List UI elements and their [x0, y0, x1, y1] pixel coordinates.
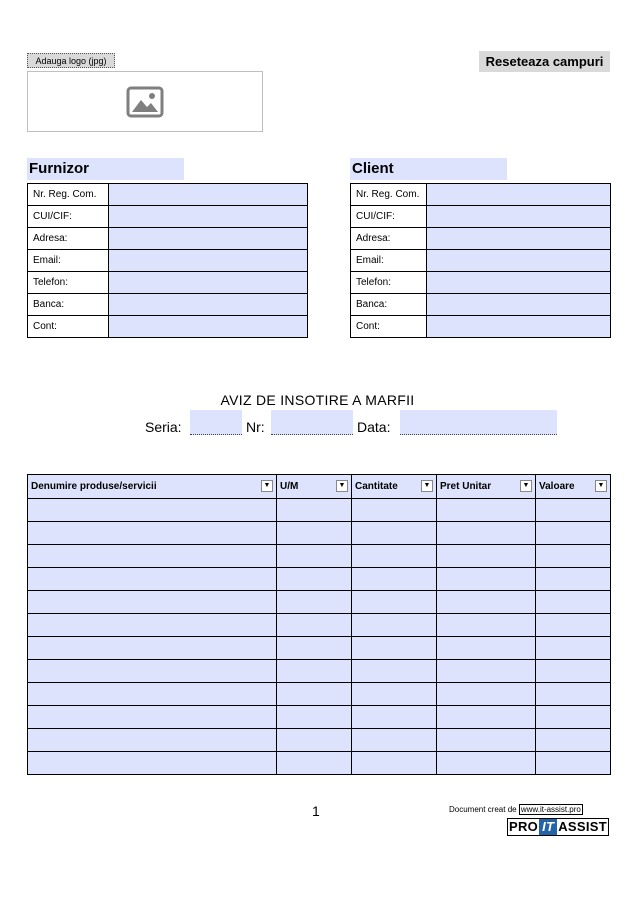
table-row — [28, 522, 611, 545]
date-dotted-line — [400, 428, 557, 435]
filter-dropdown-icon[interactable]: ▼ — [261, 480, 273, 492]
product-cell-input[interactable] — [277, 614, 352, 637]
product-cell-input[interactable] — [352, 522, 437, 545]
product-cell-input[interactable] — [277, 568, 352, 591]
table-row — [28, 184, 308, 206]
supplier-title: Furnizor — [27, 158, 184, 180]
supplier-account-input[interactable] — [109, 316, 308, 338]
table-row — [28, 250, 308, 272]
table-row — [351, 272, 611, 294]
column-header-value: Valoare ▼ — [536, 475, 611, 499]
product-cell-input[interactable] — [28, 729, 277, 752]
table-row — [351, 206, 611, 228]
product-cell-input[interactable] — [536, 706, 611, 729]
table-row — [28, 706, 611, 729]
table-row — [28, 545, 611, 568]
product-cell-input[interactable] — [437, 591, 536, 614]
field-label: Banca: — [351, 294, 427, 316]
filter-dropdown-icon[interactable]: ▼ — [336, 480, 348, 492]
client-phone-input[interactable] — [427, 272, 611, 294]
table-row — [351, 184, 611, 206]
product-cell-input[interactable] — [352, 752, 437, 775]
product-cell-input[interactable] — [28, 683, 277, 706]
logo-placeholder[interactable] — [27, 71, 263, 132]
supplier-phone-input[interactable] — [109, 272, 308, 294]
product-cell-input[interactable] — [352, 568, 437, 591]
number-label: Nr: — [246, 419, 265, 435]
product-cell-input[interactable] — [536, 614, 611, 637]
product-cell-input[interactable] — [277, 660, 352, 683]
table-row — [351, 250, 611, 272]
product-cell-input[interactable] — [536, 522, 611, 545]
field-label: Cont: — [28, 316, 109, 338]
product-cell-input[interactable] — [277, 683, 352, 706]
column-header-product: Denumire produse/servicii ▼ — [28, 475, 277, 499]
table-row — [28, 614, 611, 637]
table-row — [28, 206, 308, 228]
series-label: Seria: — [145, 419, 182, 435]
field-label: Nr. Reg. Com. — [28, 184, 109, 206]
product-cell-input[interactable] — [277, 499, 352, 522]
field-label: Telefon: — [351, 272, 427, 294]
product-cell-input[interactable] — [437, 729, 536, 752]
product-cell-input[interactable] — [536, 752, 611, 775]
series-dotted-line — [190, 428, 242, 435]
product-cell-input[interactable] — [28, 752, 277, 775]
filter-dropdown-icon[interactable]: ▼ — [520, 480, 532, 492]
product-cell-input[interactable] — [352, 591, 437, 614]
field-label: Adresa: — [351, 228, 427, 250]
product-cell-input[interactable] — [437, 660, 536, 683]
supplier-cui-input[interactable] — [109, 206, 308, 228]
add-logo-button[interactable]: Adauga logo (jpg) — [27, 53, 115, 68]
product-cell-input[interactable] — [277, 591, 352, 614]
table-row — [351, 316, 611, 338]
page-number: 1 — [312, 803, 320, 819]
table-row — [28, 591, 611, 614]
client-email-input[interactable] — [427, 250, 611, 272]
product-cell-input[interactable] — [277, 752, 352, 775]
filter-dropdown-icon[interactable]: ▼ — [595, 480, 607, 492]
client-bank-input[interactable] — [427, 294, 611, 316]
column-header-quantity: Cantitate ▼ — [352, 475, 437, 499]
client-cui-input[interactable] — [427, 206, 611, 228]
supplier-table — [27, 183, 308, 338]
product-cell-input[interactable] — [536, 683, 611, 706]
product-cell-input[interactable] — [536, 545, 611, 568]
client-account-input[interactable] — [427, 316, 611, 338]
table-row — [28, 316, 308, 338]
product-cell-input[interactable] — [437, 499, 536, 522]
product-cell-input[interactable] — [536, 591, 611, 614]
table-row — [28, 272, 308, 294]
field-label: Cont: — [351, 316, 427, 338]
table-row — [351, 228, 611, 250]
product-cell-input[interactable] — [536, 499, 611, 522]
product-cell-input[interactable] — [437, 637, 536, 660]
document-title: AVIZ DE INSOTIRE A MARFII — [220, 392, 415, 408]
field-label: CUI/CIF: — [28, 206, 109, 228]
filter-dropdown-icon[interactable]: ▼ — [421, 480, 433, 492]
column-header-unit-price: Pret Unitar ▼ — [437, 475, 536, 499]
product-cell-input[interactable] — [437, 683, 536, 706]
field-label: Email: — [28, 250, 109, 272]
table-row — [28, 294, 308, 316]
table-row — [28, 683, 611, 706]
image-icon — [126, 86, 164, 118]
date-label: Data: — [357, 419, 391, 435]
product-cell-input[interactable] — [28, 545, 277, 568]
product-cell-input[interactable] — [536, 729, 611, 752]
product-cell-input[interactable] — [352, 683, 437, 706]
table-row — [28, 228, 308, 250]
table-row — [28, 499, 611, 522]
table-row — [351, 294, 611, 316]
product-cell-input[interactable] — [437, 614, 536, 637]
product-cell-input[interactable] — [277, 522, 352, 545]
product-cell-input[interactable] — [277, 637, 352, 660]
credit-link[interactable]: www.it-assist.pro — [520, 805, 581, 814]
credit-text: Document creat de www.it-assist.pro — [449, 805, 581, 814]
table-row — [28, 637, 611, 660]
product-cell-input[interactable] — [277, 545, 352, 568]
column-header-unit: U/M ▼ — [277, 475, 352, 499]
supplier-bank-input[interactable] — [109, 294, 308, 316]
product-cell-input[interactable] — [28, 706, 277, 729]
product-cell-input[interactable] — [28, 568, 277, 591]
table-row — [28, 660, 611, 683]
field-label: Banca: — [28, 294, 109, 316]
product-cell-input[interactable] — [437, 568, 536, 591]
number-dotted-line — [271, 428, 353, 435]
table-header-row — [28, 475, 611, 499]
product-cell-input[interactable] — [352, 614, 437, 637]
brand-logo: PRO IT ASSIST — [509, 819, 607, 834]
products-table — [27, 474, 611, 775]
product-cell-input[interactable] — [277, 729, 352, 752]
product-cell-input[interactable] — [28, 660, 277, 683]
product-cell-input[interactable] — [277, 706, 352, 729]
product-cell-input[interactable] — [28, 522, 277, 545]
product-cell-input[interactable] — [28, 637, 277, 660]
client-reg-com-input[interactable] — [427, 184, 611, 206]
table-row — [28, 568, 611, 591]
product-cell-input[interactable] — [28, 614, 277, 637]
field-label: Telefon: — [28, 272, 109, 294]
client-table — [350, 183, 611, 338]
field-label: Adresa: — [28, 228, 109, 250]
product-cell-input[interactable] — [28, 591, 277, 614]
reset-fields-button[interactable]: Reseteaza campuri — [479, 51, 610, 72]
field-label: Email: — [351, 250, 427, 272]
product-cell-input[interactable] — [352, 706, 437, 729]
product-cell-input[interactable] — [28, 499, 277, 522]
product-cell-input[interactable] — [352, 637, 437, 660]
product-cell-input[interactable] — [352, 729, 437, 752]
product-cell-input[interactable] — [437, 752, 536, 775]
supplier-reg-com-input[interactable] — [109, 184, 308, 206]
table-row — [28, 752, 611, 775]
product-cell-input[interactable] — [536, 568, 611, 591]
product-cell-input[interactable] — [437, 545, 536, 568]
product-cell-input[interactable] — [352, 545, 437, 568]
client-title: Client — [350, 158, 507, 180]
product-cell-input[interactable] — [536, 637, 611, 660]
supplier-email-input[interactable] — [109, 250, 308, 272]
product-cell-input[interactable] — [536, 660, 611, 683]
field-label: CUI/CIF: — [351, 206, 427, 228]
table-row — [28, 729, 611, 752]
client-address-input[interactable] — [427, 228, 611, 250]
field-label: Nr. Reg. Com. — [351, 184, 427, 206]
product-cell-input[interactable] — [352, 660, 437, 683]
supplier-address-input[interactable] — [109, 228, 308, 250]
product-cell-input[interactable] — [437, 522, 536, 545]
product-cell-input[interactable] — [352, 499, 437, 522]
product-cell-input[interactable] — [437, 706, 536, 729]
